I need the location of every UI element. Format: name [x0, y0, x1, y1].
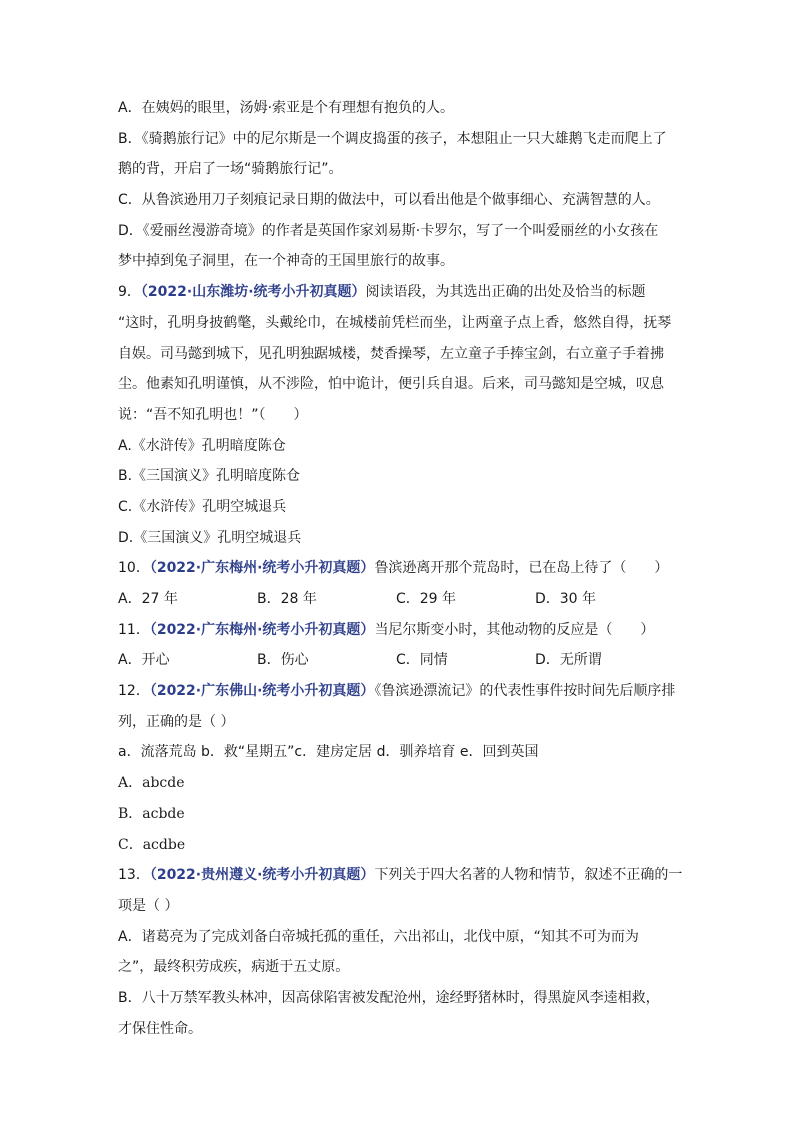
q9-stem-text: 阅读语段，为其选出正确的出处及恰当的标题 — [365, 284, 646, 301]
q9-passage-line2: 自娱。司马懿到城下，见孔明独踞城楼，焚香操琴，左立童子手捧宝剑，右立童子手着拂 — [118, 345, 664, 362]
q13-number: 13． — [118, 867, 150, 884]
q11-option-b: B．伤心 — [257, 652, 309, 669]
q11-stem — [118, 615, 678, 646]
q10-option-b: B．28 年 — [257, 591, 317, 607]
q13-stem-line2: 项是（ ） — [118, 897, 179, 914]
q9-source: （2022·山东潍坊·统考小升初真题） — [140, 284, 366, 301]
q8-option-d-line2: 梦中掉到兔子洞里，在一个神奇的王国里旅行的故事。 — [118, 253, 454, 270]
q9-option-b: B.《三国演义》孔明暗度陈仓 — [118, 468, 301, 485]
q9-option-d: D.《三国演义》孔明空城退兵 — [118, 529, 302, 546]
q12-number: 12． — [118, 683, 150, 700]
q9-stem — [118, 277, 678, 308]
q11-number: 11． — [118, 621, 150, 638]
q9-passage-line1: “这时，孔明身披鹤氅，头戴纶巾，在城楼前凭栏而坐，让两童子点上香，悠然自得，抚琴 — [118, 314, 672, 331]
q10-option-d: D．30 年 — [535, 591, 597, 607]
q11-options — [118, 645, 678, 676]
q9-option-a: A.《水浒传》孔明暗度陈仓 — [118, 437, 286, 454]
q10-number: 10． — [118, 560, 150, 577]
q9-passage-line3: 尘。他素知孔明谨慎，从不涉险，怕中诡计，便引兵自退。后来，司马懿知是空城，叹息 — [118, 376, 664, 393]
q11-option-d: D．无所谓 — [535, 652, 602, 669]
q12-stem-text: 《鲁滨逊漂流记》的代表性事件按时间先后顺序排 — [374, 683, 676, 700]
q11-option-a: A．开心 — [118, 652, 170, 669]
q10-options — [118, 584, 678, 615]
q13-option-b-line1: B．八十万禁军教头林冲，因高俅陷害被发配沧州，途经野猪林时，得黑旋风李逵相救， — [118, 989, 660, 1006]
q12-events: a．流落荒岛 b．救“星期五”c．建房定居 d．驯养培育 e．回到英国 — [118, 744, 539, 761]
q12-option-c: C．acdbe — [118, 836, 186, 853]
q13-stem-text: 下列关于四大名著的人物和情节，叙述不正确的一 — [374, 867, 683, 884]
q12-option-b: B．acbde — [118, 805, 185, 822]
q11-option-c: C．同情 — [396, 652, 448, 669]
q9-passage-line4: 说：“吾不知孔明也！”（ ） — [118, 406, 308, 423]
q13-source: （2022·贵州遵义·统考小升初真题） — [149, 867, 375, 884]
q12-source: （2022·广东佛山·统考小升初真题） — [149, 683, 375, 700]
q13-stem-line1 — [118, 860, 683, 891]
q13-option-a-line1: A．诸葛亮为了完成刘备白帝城托孤的重任，六出祁山，北伐中原，“知其不可为而为 — [118, 928, 639, 945]
q12-stem-line1 — [118, 676, 678, 707]
q10-option-c: C．29 年 — [396, 591, 457, 607]
q9-option-c: C.《水浒传》孔明空城退兵 — [118, 498, 287, 515]
q8-option-a: A．在姨妈的眼里，汤姆·索亚是个有理想有抱负的人。 — [118, 100, 455, 116]
q8-option-b-line2: 鹅的背，开启了一场“骑鹅旅行记”。 — [118, 161, 343, 178]
q13-option-a-line2: 之”，最终积劳成疾，病逝于五丈原。 — [118, 959, 350, 976]
question-content — [118, 93, 683, 1044]
q10-option-a: A．27 年 — [118, 591, 178, 607]
q10-stem — [118, 553, 678, 584]
q8-option-d-line1: D．《爱丽丝漫游奇境》的作者是英国作家刘易斯·卡罗尔，写了一个叫爱丽丝的小女孩在 — [118, 222, 659, 239]
q10-source: （2022·广东梅州·统考小升初真题） — [149, 560, 375, 577]
q11-stem-text: 当尼尔斯变小时，其他动物的反应是（ ） — [374, 621, 655, 638]
q9-number: 9． — [118, 284, 141, 301]
q12-stem-line2: 列，正确的是（ ） — [118, 713, 235, 730]
q13-option-b-line2: 才保住性命。 — [118, 1020, 202, 1037]
q10-stem-text: 鲁滨逊离开那个荒岛时，已在岛上待了（ ） — [374, 560, 669, 577]
q8-option-c: C．从鲁滨逊用刀子刻痕记录日期的做法中，可以看出他是个做事细心、充满智慧的人。 — [118, 192, 660, 209]
q11-source: （2022·广东梅州·统考小升初真题） — [149, 621, 375, 638]
q8-option-b-line1: B．《骑鹅旅行记》中的尼尔斯是一个调皮捣蛋的孩子，本想阻止一只大雄鹅飞走而爬上了 — [118, 130, 667, 147]
q12-option-a: A．abcde — [118, 775, 185, 792]
